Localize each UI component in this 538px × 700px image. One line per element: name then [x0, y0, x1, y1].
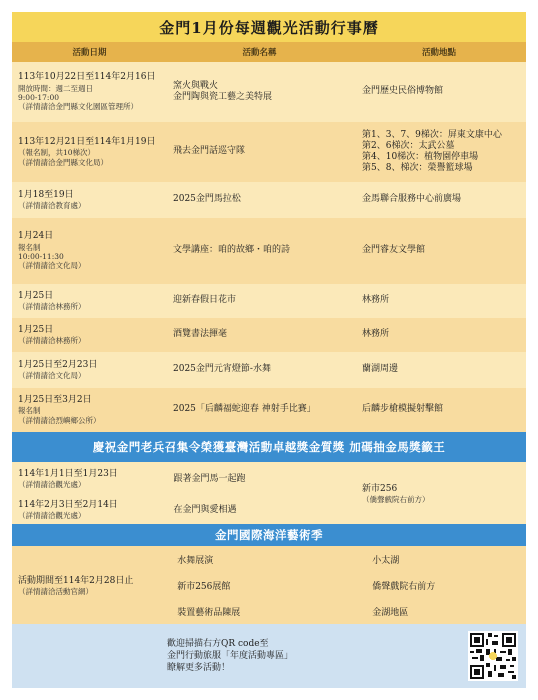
- event-date-cell: [12, 62, 167, 122]
- event-date: 113年12月21日至114年1月19日: [18, 137, 156, 147]
- event-note: （詳情請洽林務所）: [18, 301, 86, 311]
- table-row: [12, 352, 526, 388]
- event-calendar: [12, 12, 526, 688]
- promo-block: [12, 462, 526, 524]
- promo-name: 跟著金門馬一起跑: [173, 474, 246, 484]
- event-date-cell: [12, 284, 167, 318]
- promo-note: （詳情請洽觀光處）: [18, 479, 86, 489]
- event-date: 報名制: [18, 242, 41, 252]
- event-place: 第1、3、7、9梯次：屏東文康中心: [362, 129, 502, 140]
- table-row: [12, 182, 526, 218]
- event-place: 金門歷史民俗博物館: [362, 86, 444, 97]
- event-place: 蘭湖周邊: [362, 364, 399, 375]
- event-place-cell: [352, 62, 526, 122]
- event-place-cell: [352, 352, 526, 388]
- promo-place-cell: [352, 462, 526, 524]
- event-date: 1月25日: [18, 290, 54, 301]
- event-place: 第4、10梯次：植物園停車場: [362, 152, 479, 162]
- footer-line: 歡迎掃描右方QR code至: [167, 638, 269, 649]
- event-date: 1月18至19日: [18, 189, 74, 200]
- ocean-block: [12, 546, 526, 624]
- event-note: （詳情請洽文化局）: [18, 370, 86, 380]
- ocean-item-place: 僑聲戲院右前方: [372, 581, 436, 592]
- event-date-cell: [12, 388, 167, 432]
- footer-text: [167, 624, 293, 688]
- ocean-items: [171, 546, 526, 624]
- event-name: 2025「后麟福蛇迎春 神射手比賽」: [173, 404, 316, 415]
- event-place-cell: [352, 218, 526, 284]
- event-place-cell: [352, 388, 526, 432]
- event-date: 113年10月22日至114年2月16日: [18, 72, 156, 83]
- ocean-item: [171, 598, 526, 624]
- promo-row: [12, 462, 352, 493]
- event-note: （詳情請洽金門縣文化局）: [18, 157, 108, 167]
- promo-note: （詳情請洽觀光處）: [18, 510, 86, 520]
- promo-rows: [12, 462, 352, 524]
- event-name: 飛去金門話巡守隊: [173, 146, 246, 157]
- event-place-cell: [352, 122, 526, 182]
- event-place: 林務所: [362, 329, 390, 340]
- promo-date-cell: [12, 493, 168, 524]
- event-name: 金門陶與瓷工藝之美特展: [173, 92, 273, 102]
- event-name-cell: [167, 352, 352, 388]
- table-header: [12, 42, 526, 62]
- event-date-cell: [12, 122, 167, 182]
- event-place: 金馬聯合服務中心前廣場: [362, 194, 462, 205]
- event-place: 后麟步槍模擬射擊館: [362, 404, 444, 415]
- event-name: 2025金門元宵燈節-水舞: [173, 364, 271, 375]
- table-row: [12, 62, 526, 122]
- event-date-cell: [12, 218, 167, 284]
- footer: [12, 624, 526, 688]
- event-note: （詳情請洽文化局）: [18, 261, 86, 271]
- event-name-cell: [167, 388, 352, 432]
- event-date: 1月24日: [18, 231, 54, 242]
- footer-line: 金門行動旅服「年度活動專區」: [167, 650, 294, 661]
- promo-place: 新市256: [362, 484, 398, 494]
- promo-row: [12, 493, 352, 524]
- footer-line: 瞭解更多活動！: [167, 663, 231, 674]
- promo-title: 慶祝金門老兵召集令榮獲臺灣活動卓越獎金質獎 加碼抽金馬獎籤王: [12, 432, 526, 462]
- promo-place-note: （僑聲戲院右前方）: [362, 495, 430, 504]
- event-name-cell: [167, 284, 352, 318]
- event-name-cell: [167, 62, 352, 122]
- page-title: 金門1月份每週觀光活動行事曆: [12, 12, 526, 42]
- event-date: 1月25日至3月2日: [18, 395, 92, 405]
- promo-date: 114年1月1日至1月23日: [18, 468, 118, 479]
- header-place: 活動地點: [421, 48, 456, 58]
- event-date: 1月25日: [18, 324, 54, 335]
- event-name: 2025金門馬拉松: [173, 194, 241, 205]
- events-table: [12, 62, 526, 432]
- ocean-date-cell: [12, 546, 171, 624]
- event-date-cell: [12, 352, 167, 388]
- event-name: 酒覽書法揮毫: [173, 329, 228, 340]
- promo-date-cell: [12, 462, 168, 493]
- table-row: [12, 318, 526, 352]
- qr-code-icon[interactable]: [468, 631, 518, 681]
- ocean-item-name: 裝置藝術品陳展: [177, 607, 241, 618]
- event-note: （詳情請洽金門縣文化園區管理所）: [18, 102, 138, 112]
- table-row: [12, 122, 526, 182]
- event-date: 報名制: [18, 406, 41, 416]
- event-date: 1月25日至2月23日: [18, 359, 98, 370]
- ocean-date: 活動期間至114年2月28日止: [18, 576, 134, 586]
- event-name: 窯火與戰火: [173, 80, 219, 91]
- event-place-cell: [352, 284, 526, 318]
- event-date: （報名制，共10梯次）: [18, 148, 96, 158]
- event-note: （詳情請洽教育處）: [18, 200, 86, 210]
- event-place: 第2、6梯次：太武公墓: [362, 140, 455, 151]
- ocean-item-place: 金湖地區: [372, 607, 409, 618]
- event-note: （詳情請洽林務所）: [18, 335, 86, 345]
- table-row: [12, 284, 526, 318]
- event-name-cell: [167, 218, 352, 284]
- event-date-cell: [12, 182, 167, 218]
- header-name: 活動名稱: [242, 48, 277, 58]
- ocean-note: （詳情請洽活動官網）: [18, 587, 93, 596]
- ocean-item: [171, 546, 526, 572]
- table-row: [12, 218, 526, 284]
- event-name: 文學講座：咱的故鄉・咱的詩: [173, 245, 291, 256]
- event-note: （詳情請洽烈嶼鄉公所）: [18, 415, 101, 425]
- event-place: 第5、8、梯次：榮譽籃球場: [362, 163, 473, 174]
- ocean-title: 金門國際海洋藝術季: [12, 524, 526, 546]
- event-date: 開放時間：週二至週日: [18, 83, 93, 93]
- event-place-cell: [352, 182, 526, 218]
- promo-name: 在金門與愛相遇: [173, 505, 237, 515]
- header-date: 活動日期: [72, 48, 107, 58]
- promo-date: 114年2月3日至2月14日: [18, 499, 118, 510]
- event-place: 金門睿友文學館: [362, 245, 426, 256]
- event-date: 10:00-11:30: [18, 251, 64, 261]
- event-date: 9:00-17:00: [18, 92, 59, 102]
- table-row: [12, 388, 526, 432]
- event-place: 林務所: [362, 295, 390, 306]
- event-name: 迎新春假日花市: [173, 295, 237, 306]
- event-name-cell: [167, 318, 352, 352]
- event-place-cell: [352, 318, 526, 352]
- ocean-item-name: 新市256展館: [177, 581, 231, 592]
- event-name-cell: [167, 182, 352, 218]
- event-name-cell: [167, 122, 352, 182]
- ocean-item-place: 小太湖: [372, 555, 400, 566]
- event-date-cell: [12, 318, 167, 352]
- ocean-item-name: 水舞展演: [177, 555, 214, 566]
- ocean-item: [171, 572, 526, 598]
